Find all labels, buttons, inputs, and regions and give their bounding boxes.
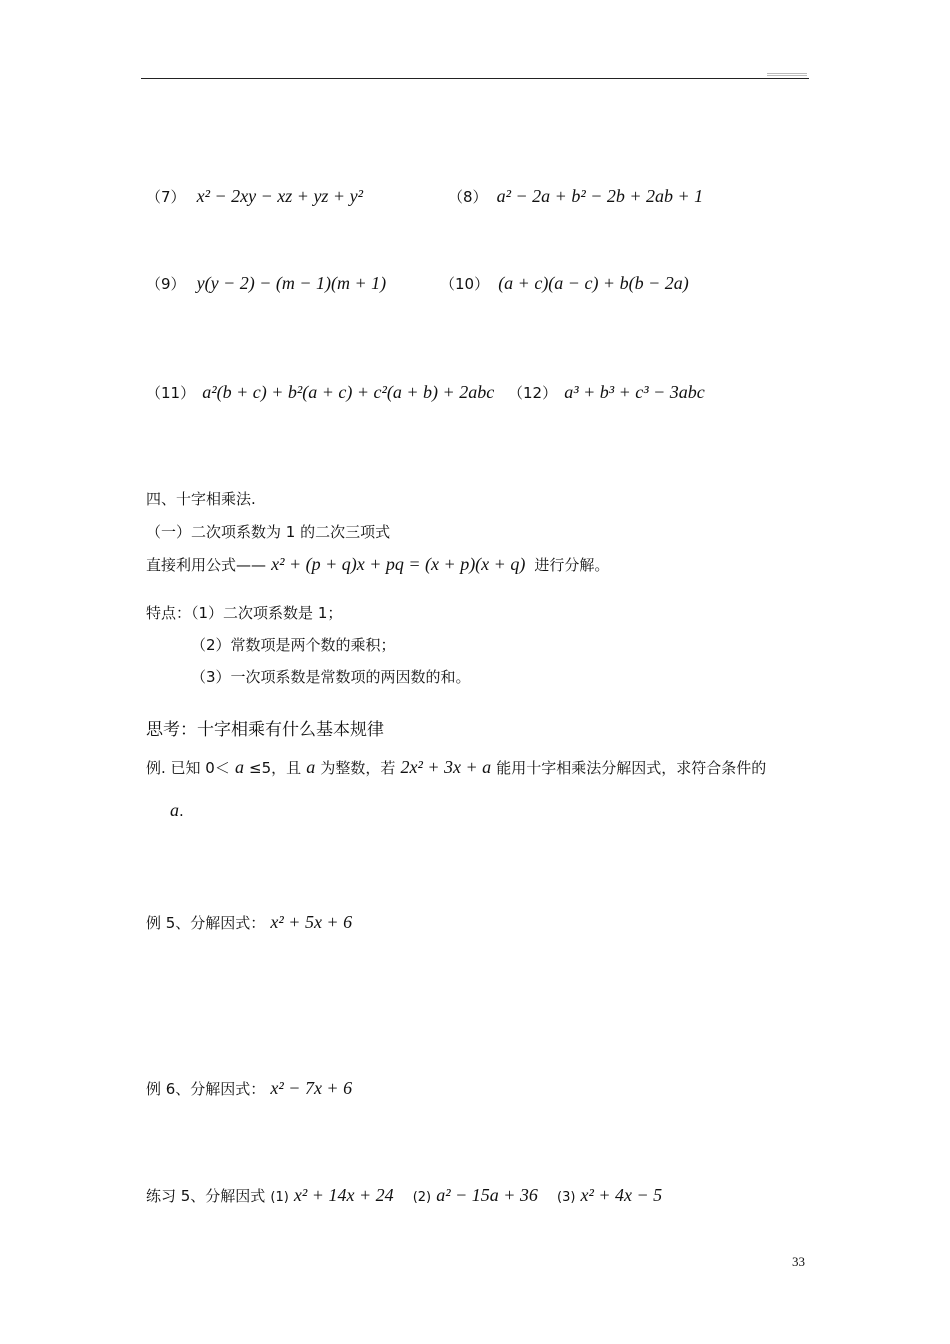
example-middle: 为整数，若 bbox=[320, 759, 396, 777]
practice-5-label: 练习 5、分解因式 bbox=[146, 1187, 266, 1205]
exercise-expression: a³ + b³ + c³ − 3abc bbox=[564, 382, 705, 402]
header-decoration bbox=[767, 73, 807, 74]
feature-item: （3）一次项系数是常数项的两因数的和。 bbox=[191, 668, 471, 686]
exercise-12 bbox=[508, 382, 705, 403]
exercise-label: （7） bbox=[146, 188, 186, 206]
example-end: . bbox=[179, 802, 184, 820]
section-heading: 四、十字相乘法. bbox=[146, 490, 256, 508]
exercise-label: （11） bbox=[146, 384, 196, 402]
section-subheading: （一）二次项系数为 1 的二次三项式 bbox=[146, 523, 391, 541]
page-number: 33 bbox=[792, 1254, 805, 1269]
feature-item: （1）二次项系数是 1； bbox=[191, 604, 343, 622]
practice-item-expression: x² + 4x − 5 bbox=[580, 1185, 663, 1205]
example-6 bbox=[146, 1078, 352, 1099]
variable-a: a bbox=[234, 757, 244, 777]
formula-suffix: 进行分解。 bbox=[534, 556, 610, 574]
exercise-label: （12） bbox=[508, 384, 558, 402]
exercise-expression: a² − 2a + b² − 2b + 2ab + 1 bbox=[496, 186, 704, 206]
exercise-11 bbox=[146, 382, 494, 403]
variable-a: a bbox=[306, 757, 316, 777]
features-label: 特点： bbox=[146, 604, 192, 622]
exercise-label: （8） bbox=[448, 188, 488, 206]
features-line-1 bbox=[146, 602, 342, 623]
variable-a: a bbox=[170, 800, 179, 820]
example-5-expression: x² + 5x + 6 bbox=[270, 912, 353, 932]
example-suffix: 能用十字相乘法分解因式，求符合条件的 bbox=[496, 759, 767, 777]
exercise-expression: a²(b + c) + b²(a + c) + c²(a + b) + 2abc bbox=[202, 382, 495, 402]
exercise-expression: x² − 2xy − xz + yz + y² bbox=[196, 186, 363, 206]
practice-item-number: (1) bbox=[270, 1190, 289, 1205]
example-5-label: 例 5、分解因式： bbox=[146, 914, 266, 932]
header-decoration bbox=[767, 75, 807, 76]
exercise-label: （9） bbox=[146, 275, 186, 293]
exercise-9 bbox=[146, 273, 386, 294]
exercise-10 bbox=[440, 273, 689, 294]
exercise-expression: y(y − 2) − (m − 1)(m + 1) bbox=[196, 273, 387, 293]
exercise-label: （10） bbox=[440, 275, 490, 293]
exercise-expression: (a + c)(a − c) + b(b − 2a) bbox=[498, 273, 689, 293]
exercise-8 bbox=[448, 186, 703, 207]
practice-item-number: (3) bbox=[557, 1190, 576, 1205]
exercise-7 bbox=[146, 186, 363, 207]
practice-item-expression: x² + 14x + 24 bbox=[293, 1185, 394, 1205]
example-condition: ≤5，且 bbox=[249, 759, 302, 777]
think-heading: 思考：十字相乘有什么基本规律 bbox=[146, 720, 384, 740]
practice-item-number: (2) bbox=[412, 1190, 432, 1205]
formula-prefix: 直接利用公式—— bbox=[146, 556, 267, 574]
example-line bbox=[146, 757, 766, 778]
example-prefix: 例. 已知 0＜ bbox=[146, 759, 230, 777]
example-line-2 bbox=[170, 800, 184, 821]
header-rule bbox=[141, 78, 809, 79]
example-5 bbox=[146, 912, 352, 933]
feature-item: （2）常数项是两个数的乘积； bbox=[191, 636, 396, 654]
practice-5 bbox=[146, 1185, 662, 1206]
formula-expression: x² + (p + q)x + pq = (x + p)(x + q) bbox=[271, 554, 526, 574]
example-6-expression: x² − 7x + 6 bbox=[270, 1078, 353, 1098]
practice-item-expression: a² − 15a + 36 bbox=[436, 1185, 538, 1205]
example-expression: 2x² + 3x + a bbox=[400, 757, 492, 777]
example-6-label: 例 6、分解因式： bbox=[146, 1080, 266, 1098]
formula-line bbox=[146, 554, 609, 575]
